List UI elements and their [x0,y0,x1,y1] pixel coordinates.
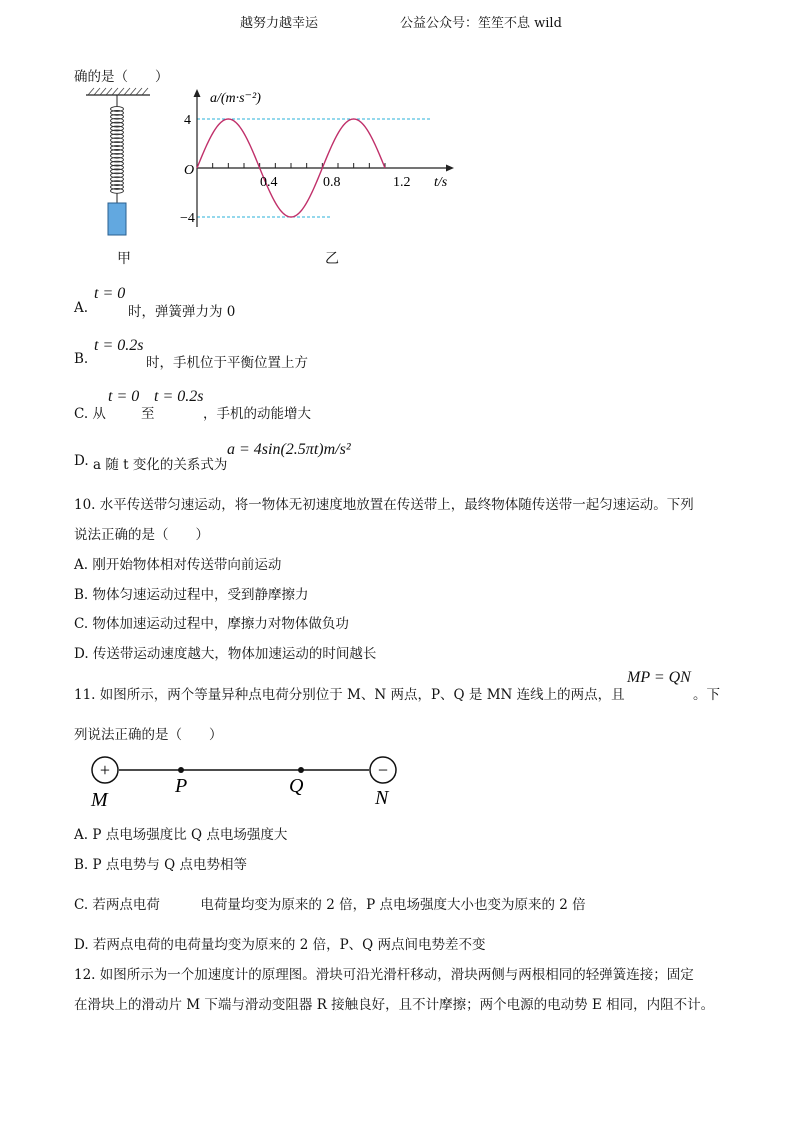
q10-option-c: C. 物体加速运动过程中，摩擦力对物体做负功 [74,616,349,632]
q9-stem: 确的是（ ） [74,69,169,85]
q11-option-a: A. P 点电场强度比 Q 点电场强度大 [74,827,288,843]
point-q [298,767,304,773]
point-p [178,767,184,773]
q9-option-a-label: A. [74,300,89,316]
plus-sign: + [99,760,111,780]
acceleration-graph [180,85,470,235]
q11-option-c: C. 若两点电荷 电荷量均变为原来的 2 倍，P 点电场强度大小也变为原来的 2 倍 [74,897,586,913]
y-tick-label-top: 4 [184,113,191,128]
q9-option-d-label: D. [74,453,89,469]
header-left: 越努力越幸运 [240,16,319,31]
x-axis-label: t/s [434,175,448,190]
y-axis-label: a/(m·s⁻²) [210,91,261,106]
phone-block [108,203,126,235]
q11-option-d: D. 若两点电荷的电荷量均变为原来的 2 倍，P、Q 两点间电势差不变 [74,937,486,953]
ceiling-hatch [88,88,148,95]
spring-coil [111,107,124,194]
x-tick-marks [213,163,385,168]
header-right: 公益公众号：笙笙不息 wild [400,16,562,31]
q10-stem-line2: 说法正确的是（ ） [74,527,209,543]
q9-option-a-text: 时，弹簧弹力为 0 [128,304,236,320]
q9-option-c-text: ，手机的动能增大 [203,406,311,422]
label-q: Q [289,775,304,797]
q12-stem-line1: 12. 如图所示为一个加速度计的原理图。滑块可沿光滑杆移动，滑块两侧与两根相同的轻弹簧连接；固定 [74,967,694,983]
x-tick-label-2: 1.2 [393,175,411,190]
spring-figure [80,85,160,245]
fig-label-yi: 乙 [325,251,339,267]
q9-option-c-mid: 至 [141,406,155,422]
fig-label-jia: 甲 [117,251,131,267]
q10-option-b: B. 物体匀速运动过程中，受到静摩擦力 [74,587,309,603]
q9-option-b-label: B. [74,351,89,367]
q9-option-b-text: 时，手机位于平衡位置上方 [146,355,308,371]
q11-option-b: B. P 点电势与 Q 点电势相等 [74,857,248,873]
q9-option-d-text: a 随 t 变化的关系式为 [93,457,228,473]
x-tick-label-0: 0.4 [260,175,278,190]
label-n: N [375,787,389,809]
q9-option-c-math2: t = 0.2s [154,388,204,405]
q11-stem-line1-end: 。下 [693,687,720,703]
q10-stem-line1: 10. 水平传送带匀速运动，将一物体无初速度地放置在传送带上，最终物体随传送带一起匀速运动。下列 [74,497,694,513]
q10-option-a: A. 刚开始物体相对传送带向前运动 [74,557,282,573]
q11-stem-math: MP = QN [627,669,691,686]
q12-stem-line2: 在滑块上的滑动片 M 下端与滑动变阻器 R 接触良好，且不计摩擦；两个电源的电动势 E 相同，内阻不计。 [74,997,715,1013]
q9-option-d-math: a = 4sin(2.5πt)m/s² [227,441,351,458]
q9-option-a-math: t = 0 [94,285,126,302]
y-tick-label-bottom: −4 [180,211,195,226]
q9-option-c-math1: t = 0 [108,388,140,405]
y-axis-arrow [194,89,201,97]
q9-option-b-math: t = 0.2s [94,337,144,354]
origin-label: O [184,163,195,178]
label-m: M [91,789,108,811]
label-p: P [175,775,188,797]
q10-option-d: D. 传送带运动速度越大，物体加速运动的时间越长 [74,646,377,662]
minus-sign: − [377,760,389,780]
q11-stem-line2: 列说法正确的是（ ） [74,727,223,743]
charges-figure [85,752,405,812]
x-tick-label-1: 0.8 [323,175,341,190]
q11-stem-line1: 11. 如图所示，两个等量异种点电荷分别位于 M、N 两点，P、Q 是 MN 连线上的两点，且 [74,687,625,703]
q9-option-c-label: C. 从 [74,406,106,422]
x-axis-arrow [446,165,454,172]
